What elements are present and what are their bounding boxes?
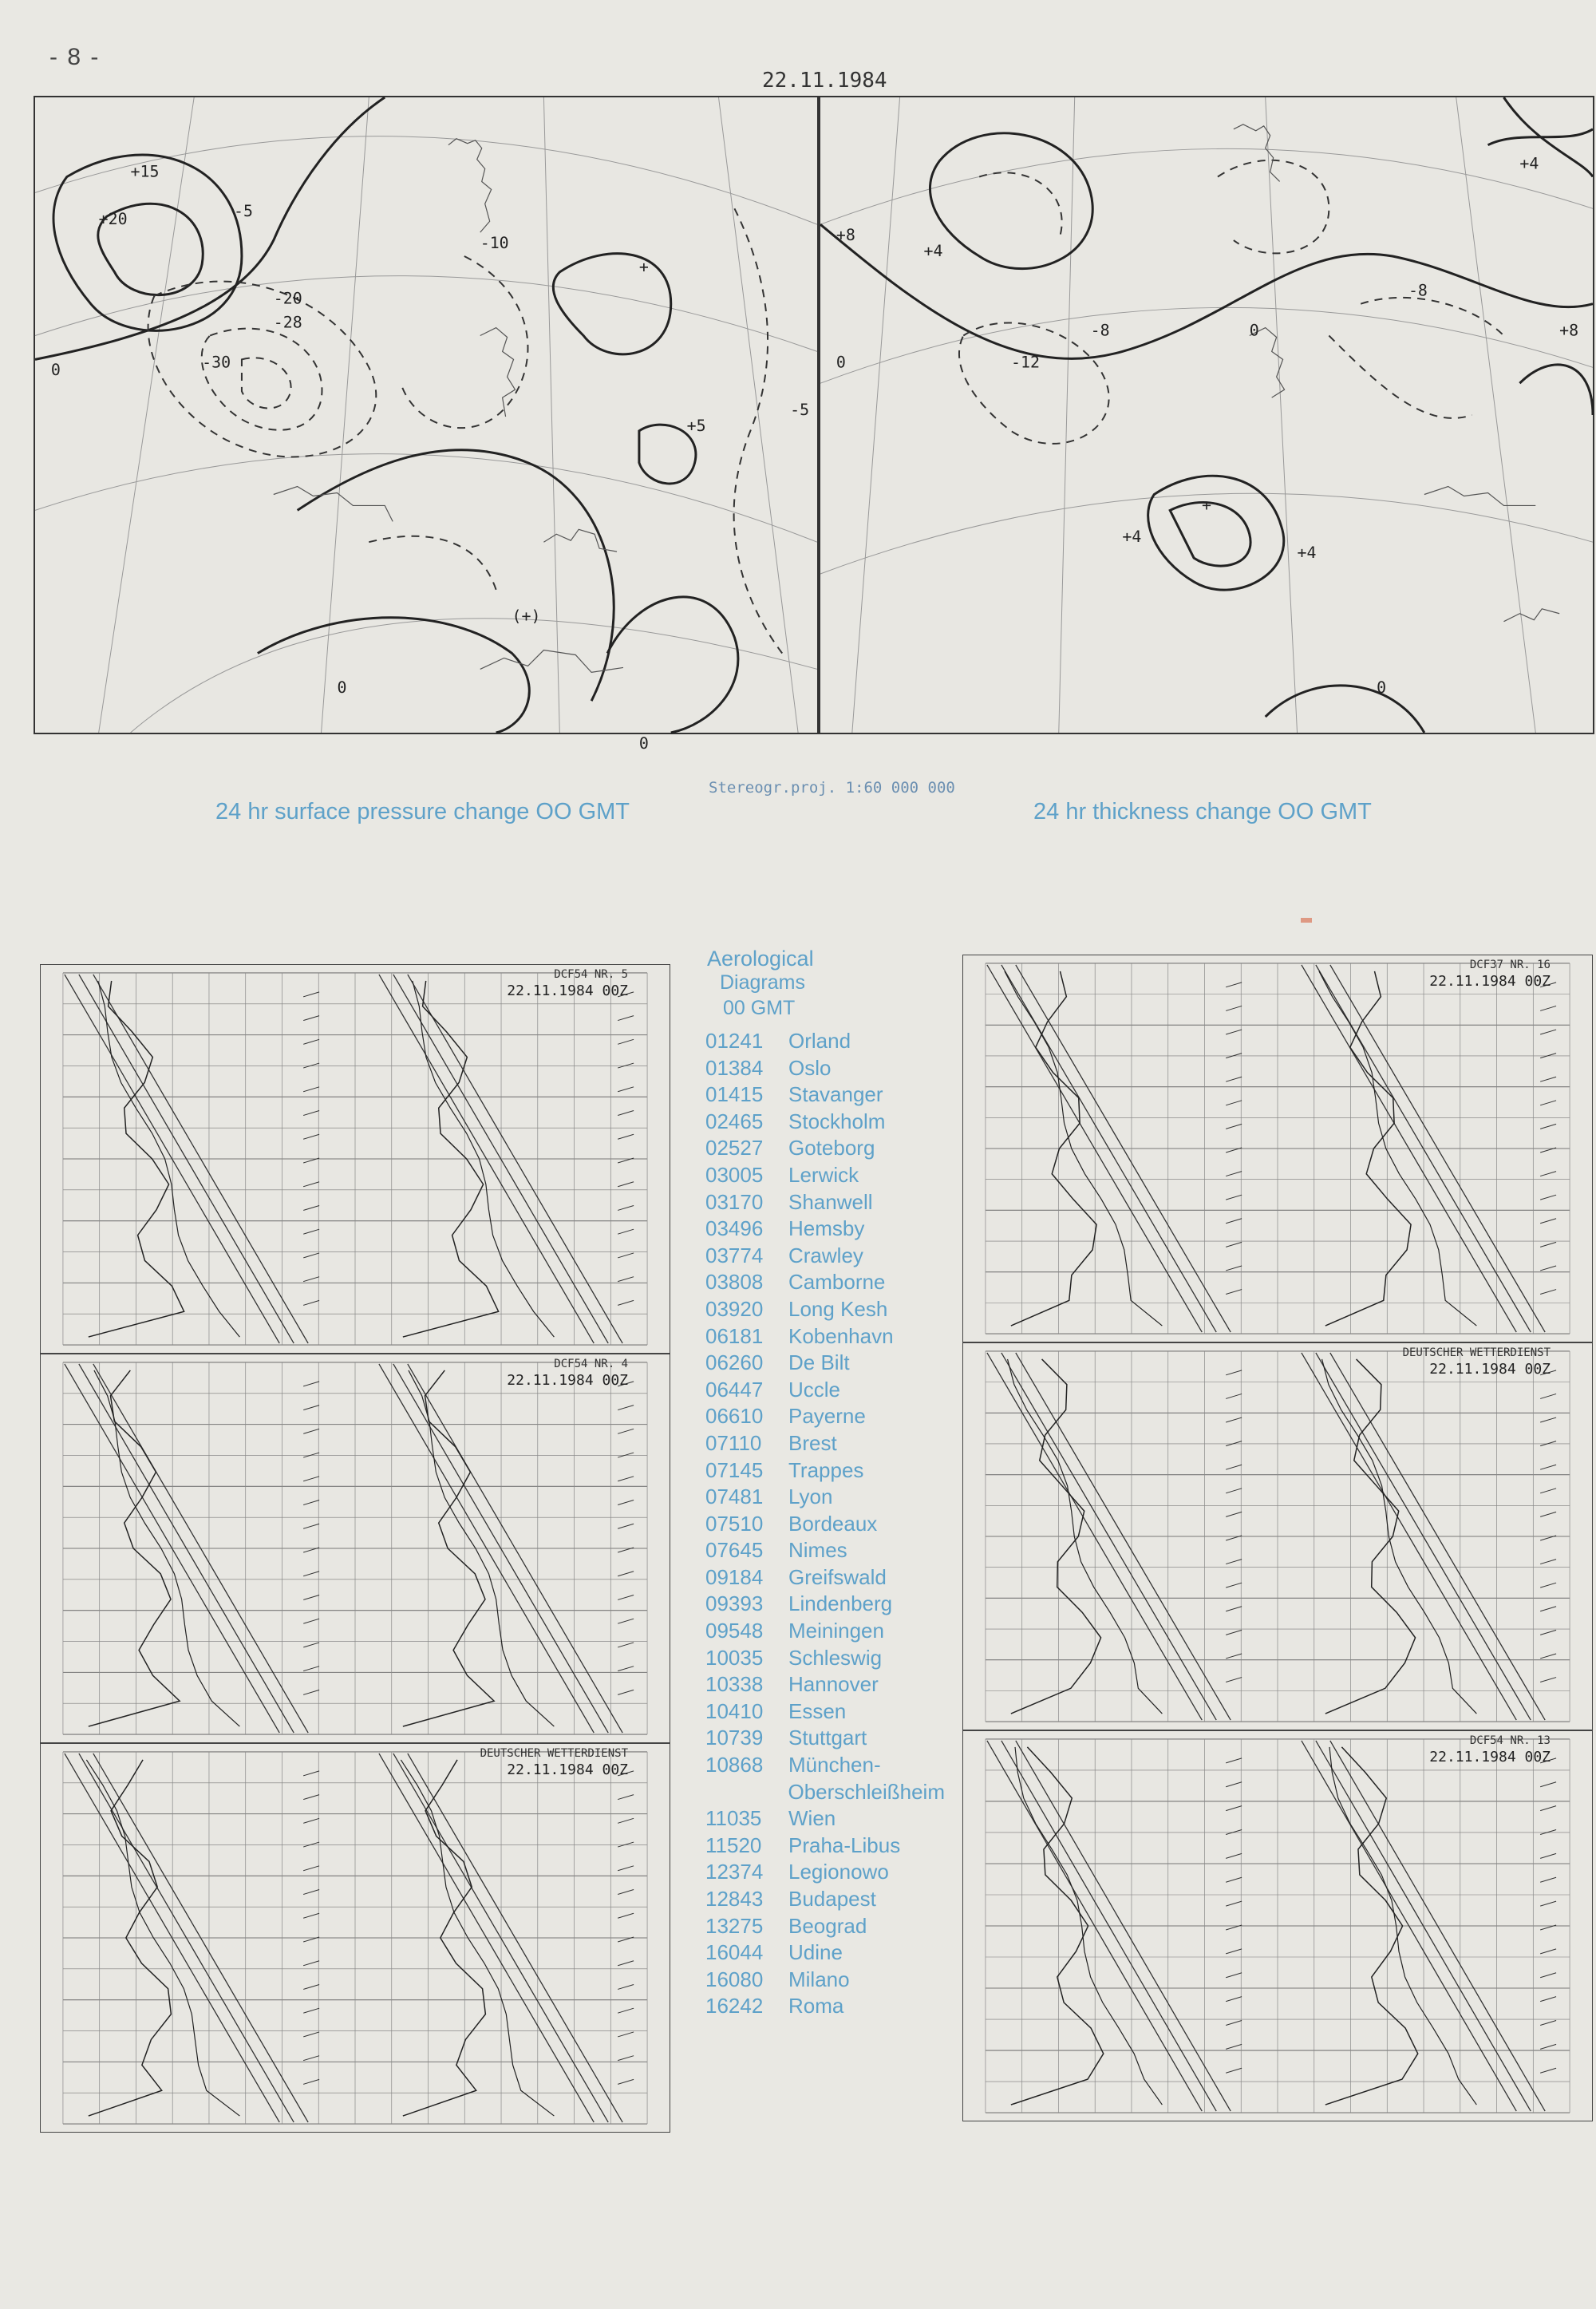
diagram-grid	[963, 1731, 1592, 2121]
station-code: 03920	[705, 1296, 764, 1321]
projection-note: Stereogr.proj. 1:60 000 000	[709, 779, 955, 797]
station-name: Lerwick	[788, 1162, 859, 1187]
station-name: Schleswig	[788, 1645, 883, 1670]
station-row	[705, 1833, 945, 1860]
aerological-diagram	[40, 964, 670, 1354]
diagram-date: 22.11.1984 00Z	[1429, 1361, 1551, 1378]
diagram-header: DCF54 NR. 4	[554, 1358, 628, 1370]
diagram-date: 22.11.1984 00Z	[1429, 973, 1551, 990]
svg-text:-5: -5	[233, 202, 253, 221]
station-row	[705, 1269, 945, 1296]
svg-text:0: 0	[1377, 678, 1387, 698]
station-name: Brest	[788, 1430, 837, 1455]
station-code: 09548	[705, 1619, 764, 1643]
svg-text:+15: +15	[130, 162, 160, 181]
station-row	[705, 1725, 945, 1752]
station-code: 01241	[705, 1029, 764, 1053]
station-name: Shanwell	[788, 1189, 873, 1214]
svg-text:0: 0	[1249, 321, 1259, 340]
station-name: Kobenhavn	[788, 1323, 894, 1348]
svg-text:+4: +4	[1519, 154, 1539, 173]
svg-text:+4: +4	[923, 242, 943, 260]
station-list	[705, 1028, 945, 2020]
svg-text:+: +	[638, 257, 649, 276]
diagram-grid	[41, 1354, 670, 1742]
station-name: Nimes	[788, 1538, 847, 1563]
station-code: 10868	[705, 1753, 764, 1777]
station-list-panel	[705, 947, 945, 2020]
station-row	[705, 1135, 945, 1162]
svg-text:0: 0	[836, 353, 846, 372]
diagram-header: DEUTSCHER WETTERDIENST	[1402, 1346, 1551, 1359]
svg-text:+5: +5	[686, 416, 706, 435]
station-row	[705, 1109, 945, 1136]
diagram-grid	[963, 955, 1592, 1342]
station-code: 13275	[705, 1913, 764, 1938]
station-row	[705, 1913, 945, 1940]
diagram-header: DCF37 NR. 16	[1469, 959, 1551, 971]
station-name: Budapest	[788, 1887, 876, 1911]
station-code: 10739	[705, 1726, 764, 1750]
station-row	[705, 1645, 945, 1672]
station-code: 16044	[705, 1940, 764, 1965]
station-name: Beograd	[788, 1913, 867, 1938]
station-row	[705, 1537, 945, 1564]
station-row	[705, 1457, 945, 1485]
page-number: - 8 -	[49, 44, 101, 70]
station-code: 11035	[705, 1806, 762, 1831]
station-name: Legionowo	[788, 1860, 889, 1884]
station-code: 06447	[705, 1377, 764, 1402]
svg-text:-12: -12	[1011, 353, 1040, 372]
station-code: 02465	[705, 1109, 764, 1133]
station-row	[705, 1484, 945, 1511]
station-row	[705, 1939, 945, 1967]
station-name: Praha-Libus	[788, 1833, 901, 1857]
diagram-date: 22.11.1984 00Z	[507, 1761, 628, 1778]
station-code: 12374	[705, 1860, 764, 1884]
diagram-date: 22.11.1984 00Z	[1429, 1749, 1551, 1765]
station-name: Payerne	[788, 1404, 866, 1429]
station-name: Udine	[788, 1940, 843, 1965]
station-row	[705, 1564, 945, 1591]
station-row	[705, 1886, 945, 1913]
page-date: 22.11.1984	[762, 69, 887, 93]
diagram-date: 22.11.1984 00Z	[507, 983, 628, 999]
svg-text:+: +	[1202, 496, 1212, 515]
station-code: 11520	[705, 1833, 762, 1857]
station-row	[705, 1189, 945, 1216]
station-row	[705, 1081, 945, 1109]
station-name: Wien	[788, 1806, 836, 1831]
diagram-grid	[963, 1343, 1592, 1730]
svg-text:-10: -10	[480, 234, 509, 253]
svg-text:+8: +8	[836, 226, 855, 245]
station-code: 06610	[705, 1404, 764, 1429]
station-name: Orland	[788, 1029, 851, 1053]
station-name: Stockholm	[788, 1109, 886, 1133]
aerological-diagram	[40, 1354, 670, 1743]
station-name: Oslo	[788, 1055, 832, 1080]
station-code: 16080	[705, 1967, 764, 1991]
station-code: 02527	[705, 1136, 764, 1160]
station-row	[705, 1350, 945, 1377]
station-name: Crawley	[788, 1243, 863, 1267]
station-name: Essen	[788, 1698, 847, 1723]
station-code: 03496	[705, 1216, 764, 1241]
station-name: Hemsby	[788, 1216, 865, 1241]
thickness-change-map	[819, 96, 1594, 734]
diagram-date: 22.11.1984 00Z	[507, 1372, 628, 1389]
station-name: Stuttgart	[788, 1726, 867, 1750]
station-code: 16242	[705, 1994, 764, 2018]
svg-text:0: 0	[337, 678, 347, 698]
station-code: 06260	[705, 1350, 764, 1375]
svg-text:-8: -8	[1408, 281, 1428, 300]
svg-text:+20: +20	[98, 210, 128, 229]
station-name: München-	[788, 1753, 881, 1777]
svg-text:+4: +4	[1297, 544, 1317, 563]
station-row	[705, 1055, 945, 1082]
station-code: 09184	[705, 1564, 764, 1589]
station-row	[705, 1028, 945, 1055]
station-name: Meiningen	[788, 1619, 884, 1643]
station-name: Camborne	[788, 1270, 886, 1295]
station-code: 09393	[705, 1591, 764, 1616]
station-row	[705, 1216, 945, 1243]
station-row	[705, 1618, 945, 1645]
station-row	[705, 1162, 945, 1189]
station-code: 03170	[705, 1189, 764, 1214]
svg-text:(+): (+)	[512, 607, 541, 626]
station-name: Stavanger	[788, 1082, 883, 1107]
station-code: 03808	[705, 1270, 764, 1295]
svg-text:-28: -28	[273, 313, 302, 332]
station-row	[705, 1591, 945, 1618]
station-name: Lyon	[788, 1485, 833, 1509]
station-row	[705, 1671, 945, 1698]
margin-mark	[1301, 918, 1312, 923]
station-code: 01384	[705, 1055, 764, 1080]
map-right-drawing	[820, 97, 1593, 733]
station-code: 10035	[705, 1645, 764, 1670]
station-row	[705, 1698, 945, 1726]
station-code: 12843	[705, 1887, 764, 1911]
station-name: Long Kesh	[788, 1296, 888, 1321]
station-name: Roma	[788, 1994, 844, 2018]
station-code: 07145	[705, 1457, 764, 1482]
station-row	[705, 1993, 945, 2020]
station-name: Lindenberg	[788, 1591, 893, 1616]
svg-text:-30: -30	[202, 353, 231, 372]
station-row	[705, 1430, 945, 1457]
station-code: 03774	[705, 1243, 764, 1267]
aerological-subtitle: Diagrams	[720, 971, 805, 994]
station-name: Oberschleißheim	[788, 1779, 945, 1804]
aerological-diagram	[962, 955, 1593, 1342]
svg-text:+4: +4	[1122, 528, 1142, 547]
station-code: 07510	[705, 1511, 764, 1536]
diagram-header: DCF54 NR. 13	[1469, 1734, 1551, 1747]
station-name: De Bilt	[788, 1350, 850, 1375]
station-name: Trappes	[788, 1457, 864, 1482]
station-code: 10410	[705, 1698, 764, 1723]
station-code: 07645	[705, 1538, 764, 1563]
station-code: 10338	[705, 1672, 764, 1697]
station-row	[705, 1859, 945, 1886]
surface-pressure-change-map	[34, 96, 819, 753]
map-left-drawing	[35, 97, 817, 753]
station-row	[705, 1243, 945, 1270]
station-code: 07481	[705, 1485, 764, 1509]
station-name: Greifswald	[788, 1564, 887, 1589]
station-name: Milano	[788, 1967, 850, 1991]
station-code: 06181	[705, 1323, 764, 1348]
station-code: 03005	[705, 1162, 764, 1187]
station-code: 07110	[705, 1430, 762, 1455]
station-row	[705, 1511, 945, 1538]
station-code: 01415	[705, 1082, 764, 1107]
station-row	[705, 1323, 945, 1350]
aerological-diagram	[962, 1730, 1593, 2121]
caption-surface-pressure: 24 hr surface pressure change OO GMT	[215, 799, 630, 824]
station-code	[705, 1779, 781, 1806]
svg-text:-5: -5	[790, 401, 810, 419]
diagram-grid	[41, 965, 670, 1353]
svg-text:+8: +8	[1559, 321, 1579, 340]
station-row	[705, 1752, 945, 1779]
station-row	[705, 1377, 945, 1404]
aerological-time: 00 GMT	[723, 997, 796, 1019]
station-name: Uccle	[788, 1377, 841, 1402]
station-name: Bordeaux	[788, 1511, 878, 1536]
station-row	[705, 1779, 945, 1806]
diagram-header: DCF54 NR. 5	[554, 968, 628, 981]
station-row	[705, 1967, 945, 1994]
caption-thickness: 24 hr thickness change OO GMT	[1033, 799, 1372, 824]
station-name: Goteborg	[788, 1136, 875, 1160]
svg-text:-8: -8	[1090, 321, 1110, 340]
aerological-diagram	[962, 1342, 1593, 1730]
diagram-grid	[41, 1744, 670, 2132]
svg-text:0: 0	[638, 733, 649, 753]
station-row	[705, 1296, 945, 1323]
svg-text:0: 0	[50, 361, 61, 380]
diagram-header: DEUTSCHER WETTERDIENST	[480, 1747, 628, 1760]
station-row	[705, 1805, 945, 1833]
station-name: Hannover	[788, 1672, 879, 1697]
station-row	[705, 1403, 945, 1430]
aerological-title: Aerological	[707, 947, 814, 971]
svg-text:-20: -20	[273, 289, 302, 308]
aerological-diagram	[40, 1743, 670, 2133]
